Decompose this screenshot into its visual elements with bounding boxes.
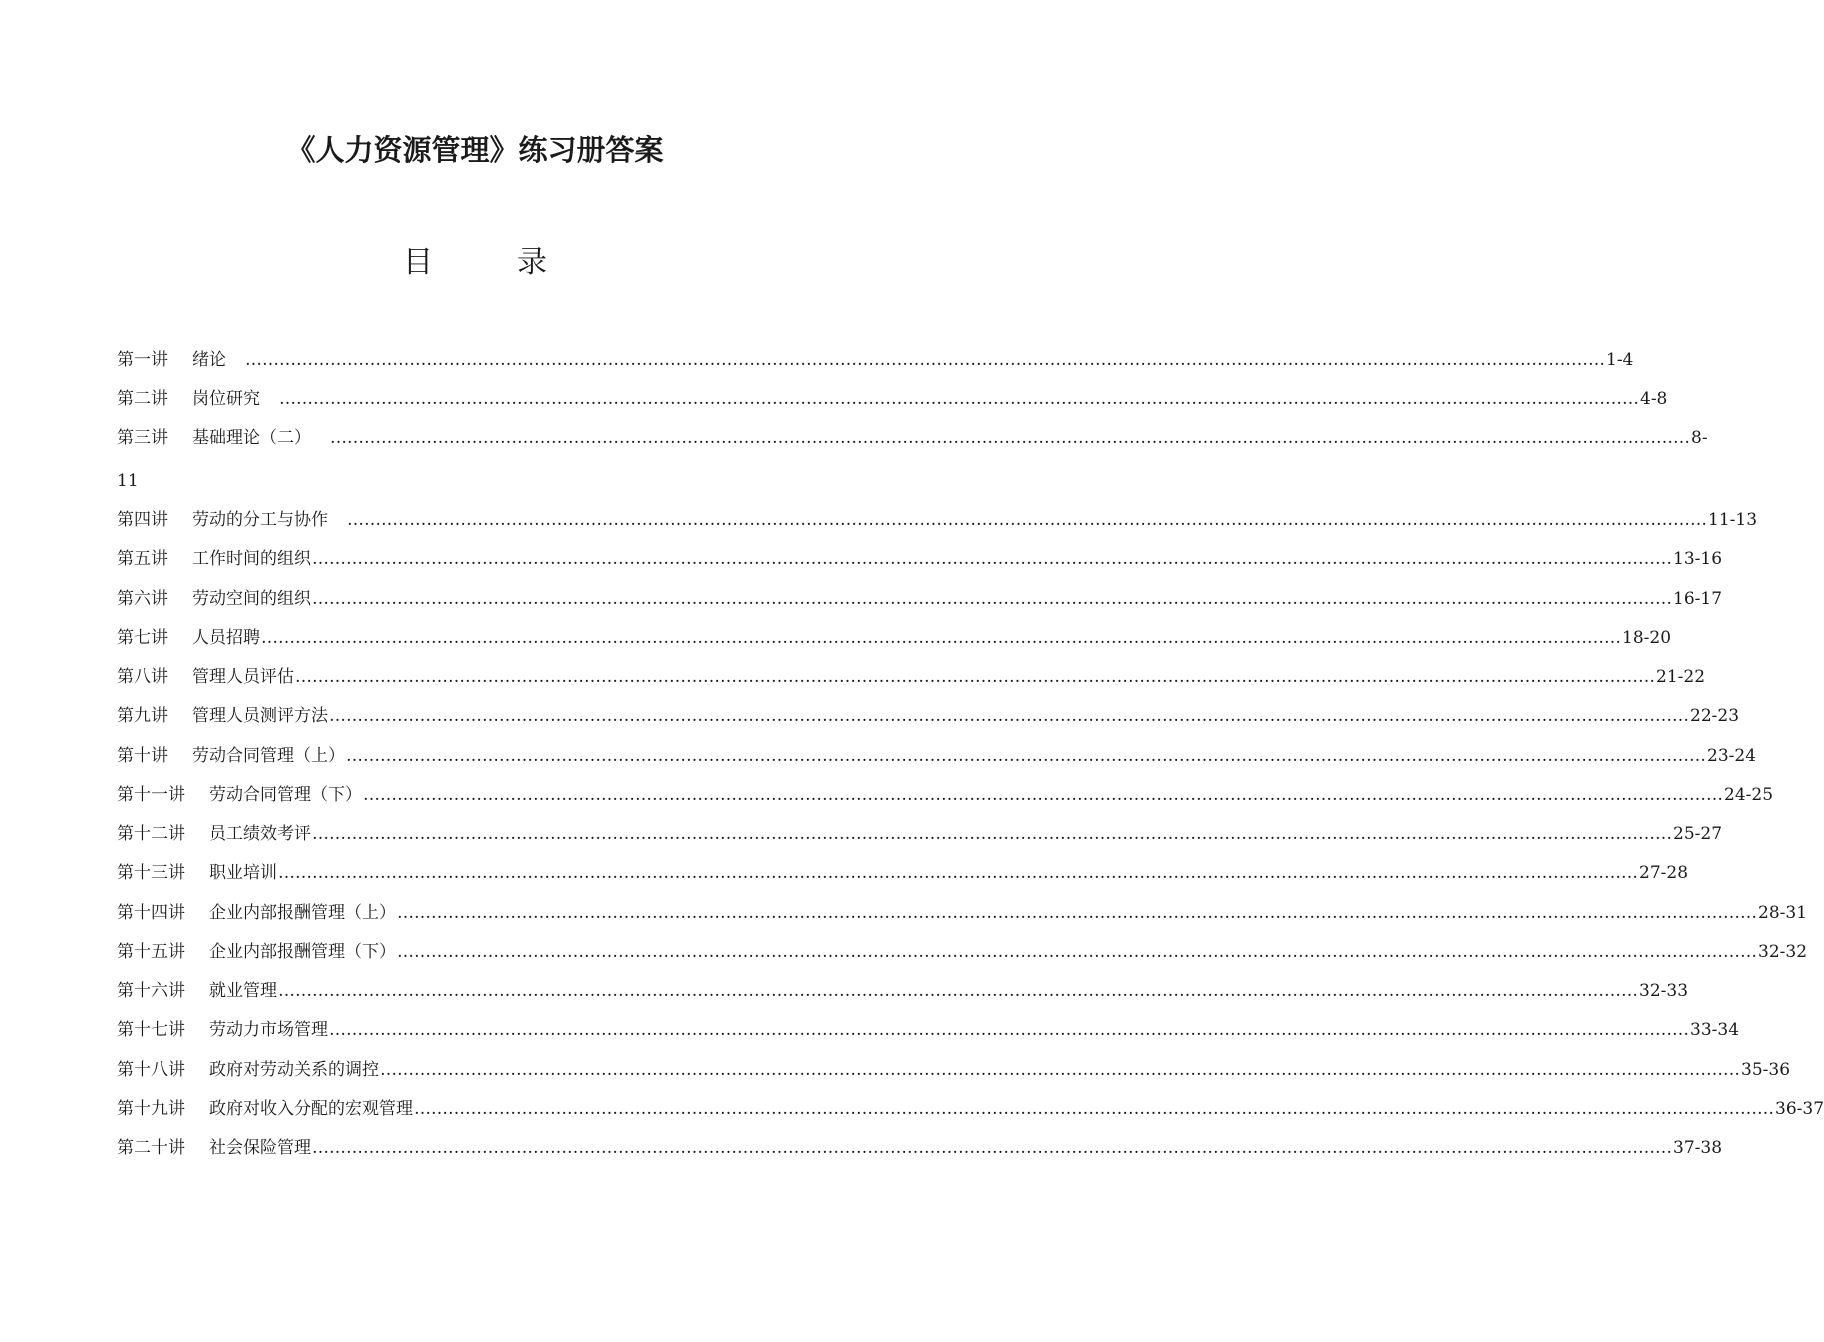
toc-entry-number: 第十五讲 [117, 942, 185, 962]
toc-entry[interactable] [117, 938, 1808, 966]
toc-entry-pages: 32-33 [1639, 981, 1689, 1001]
toc-entry[interactable] [117, 977, 1689, 1005]
toc-entry-number: 第五讲 [117, 549, 168, 569]
toc-entry-title: 企业内部报酬管理（下） [209, 942, 396, 962]
toc-heading-char-2: 录 [517, 245, 547, 280]
toc-entry-pages: 25-27 [1673, 824, 1723, 844]
toc-dot-leader: …………………………………………………………………………………………………………………………………………………………………………………………………………………… [329, 1020, 1689, 1040]
toc-entry-number: 第十四讲 [117, 903, 185, 923]
toc-entry[interactable] [117, 1134, 1723, 1162]
toc-dot-leader: …………………………………………………………………………………………………………………………………………………………………………………………………………………… [312, 589, 1672, 609]
toc-entry-number: 第六讲 [117, 589, 168, 609]
toc-entry-number: 第九讲 [117, 706, 168, 726]
toc-entry-pages: 1-4 [1606, 350, 1634, 370]
toc-heading [0, 238, 950, 288]
toc-dot-leader: …………………………………………………………………………………………………………………………………………………………………………………………………………………… [312, 1138, 1672, 1158]
toc-entry-title: 劳动合同管理（上） [192, 746, 345, 766]
toc-entry-pages: 35-36 [1741, 1060, 1791, 1080]
toc-entry-title: 就业管理 [209, 981, 277, 1001]
toc-dot-leader: …………………………………………………………………………………………………………………………………………………………………………………………………………………… [363, 785, 1723, 805]
toc-entry[interactable] [117, 663, 1706, 691]
toc-entry[interactable] [117, 424, 1708, 452]
toc-entry-pages-continued: 11 [117, 471, 139, 491]
toc-entry-pages: 16-17 [1673, 589, 1723, 609]
toc-entry[interactable] [117, 781, 1774, 809]
toc-entry-title: 管理人员测评方法 [192, 706, 328, 726]
toc-entry[interactable] [117, 1016, 1740, 1044]
toc-entry-pages: 11-13 [1708, 510, 1758, 530]
toc-entry-title: 人员招聘 [192, 628, 260, 648]
toc-entry-pages: 23-24 [1707, 746, 1757, 766]
toc-entry-pages: 4-8 [1640, 389, 1668, 409]
toc-dot-leader: …………………………………………………………………………………………………………………………………………………………………………………………………………………… [261, 628, 1621, 648]
toc-entry-number: 第二讲 [117, 389, 168, 409]
toc-dot-leader: …………………………………………………………………………………………………………………………………………………………………………………………………………………… [278, 981, 1638, 1001]
toc-dot-leader: …………………………………………………………………………………………………………………………………………………………………………………………………………………… [295, 667, 1655, 687]
toc-dot-leader: …………………………………………………………………………………………………………………………………………………………………………………………………………………… [312, 824, 1672, 844]
toc-dot-leader: …………………………………………………………………………………………………………………………………………………………………………………………………………………… [330, 428, 1690, 448]
toc-entry-number: 第十三讲 [117, 863, 185, 883]
toc-dot-leader: …………………………………………………………………………………………………………………………………………………………………………………………………………………… [380, 1060, 1740, 1080]
toc-entry[interactable] [117, 506, 1758, 534]
toc-entry[interactable] [117, 899, 1808, 927]
toc-entry-title: 政府对劳动关系的调控 [209, 1060, 379, 1080]
toc-entry-number: 第十八讲 [117, 1060, 185, 1080]
toc-entry-pages: 18-20 [1622, 628, 1672, 648]
toc-entry-number: 第七讲 [117, 628, 168, 648]
toc-entry-number: 第十六讲 [117, 981, 185, 1001]
toc-entry[interactable] [117, 702, 1740, 730]
toc-dot-leader: …………………………………………………………………………………………………………………………………………………………………………………………………………………… [245, 350, 1605, 370]
toc-entry[interactable] [117, 385, 1668, 413]
toc-entry-title: 管理人员评估 [192, 667, 294, 687]
toc-entry-pages: 28-31 [1758, 903, 1808, 923]
toc-entry[interactable] [117, 545, 1723, 573]
toc-entry[interactable] [117, 1056, 1791, 1084]
toc-entry-number: 第十二讲 [117, 824, 185, 844]
toc-entry-pages: 36-37 [1775, 1099, 1824, 1119]
toc-entry-title: 劳动力市场管理 [209, 1020, 328, 1040]
toc-entry-number: 第二十讲 [117, 1138, 185, 1158]
toc-entry-title: 劳动的分工与协作 [192, 510, 328, 530]
toc-entry[interactable] [117, 1095, 1824, 1123]
toc-entry-pages: 24-25 [1724, 785, 1774, 805]
toc-entry-pages: 33-34 [1690, 1020, 1740, 1040]
toc-entry-number: 第一讲 [117, 350, 168, 370]
toc-dot-leader: …………………………………………………………………………………………………………………………………………………………………………………………………………………… [312, 549, 1672, 569]
toc-entry-title: 劳动空间的组织 [192, 589, 311, 609]
toc-entry[interactable] [117, 346, 1634, 374]
toc-dot-leader: …………………………………………………………………………………………………………………………………………………………………………………………………………………… [397, 942, 1757, 962]
toc-entry-pages: 22-23 [1690, 706, 1740, 726]
toc-entry-pages: 21-22 [1656, 667, 1706, 687]
toc-entry-pages: 8- [1691, 428, 1708, 448]
toc-entry-title: 社会保险管理 [209, 1138, 311, 1158]
toc-entry-title: 劳动合同管理（下） [209, 785, 362, 805]
toc-entry-pages: 27-28 [1639, 863, 1689, 883]
toc-entry-number: 第十七讲 [117, 1020, 185, 1040]
toc-dot-leader: …………………………………………………………………………………………………………………………………………………………………………………………………………………… [397, 903, 1757, 923]
toc-entry-title: 政府对收入分配的宏观管理 [209, 1099, 413, 1119]
toc-dot-leader: …………………………………………………………………………………………………………………………………………………………………………………………………………………… [347, 510, 1707, 530]
toc-entry[interactable] [117, 585, 1723, 613]
toc-entry-title: 职业培训 [209, 863, 277, 883]
toc-entry-title: 岗位研究 [192, 389, 260, 409]
toc-entry-title: 基础理论（二） [192, 428, 311, 448]
toc-dot-leader: …………………………………………………………………………………………………………………………………………………………………………………………………………………… [279, 389, 1639, 409]
document-title: 《人力资源管理》练习册答案 [286, 133, 664, 167]
toc-entry-number: 第四讲 [117, 510, 168, 530]
toc-entry-number: 第八讲 [117, 667, 168, 687]
toc-entry-pages: 37-38 [1673, 1138, 1723, 1158]
toc-entry-number: 第十九讲 [117, 1099, 185, 1119]
toc-entry-pages: 32-32 [1758, 942, 1808, 962]
toc-entry-number: 第十一讲 [117, 785, 185, 805]
toc-entry[interactable] [117, 859, 1689, 887]
toc-entry[interactable] [117, 820, 1723, 848]
toc-entry[interactable] [117, 742, 1757, 770]
toc-entry-number: 第十讲 [117, 746, 168, 766]
toc-dot-leader: …………………………………………………………………………………………………………………………………………………………………………………………………………………… [278, 863, 1638, 883]
toc-heading-char-1: 目 [403, 245, 433, 280]
toc-entry-title: 绪论 [192, 350, 226, 370]
toc-dot-leader: …………………………………………………………………………………………………………………………………………………………………………………………………………………… [346, 746, 1706, 766]
toc-entry-title: 企业内部报酬管理（上） [209, 903, 396, 923]
toc-dot-leader: …………………………………………………………………………………………………………………………………………………………………………………………………………………… [329, 706, 1689, 726]
toc-entry-title: 员工绩效考评 [209, 824, 311, 844]
toc-entry-pages: 13-16 [1673, 549, 1723, 569]
toc-dot-leader: …………………………………………………………………………………………………………………………………………………………………………………………………………………… [414, 1099, 1774, 1119]
toc-entry-title: 工作时间的组织 [192, 549, 311, 569]
toc-entry-number: 第三讲 [117, 428, 168, 448]
toc-entry[interactable] [117, 624, 1672, 652]
